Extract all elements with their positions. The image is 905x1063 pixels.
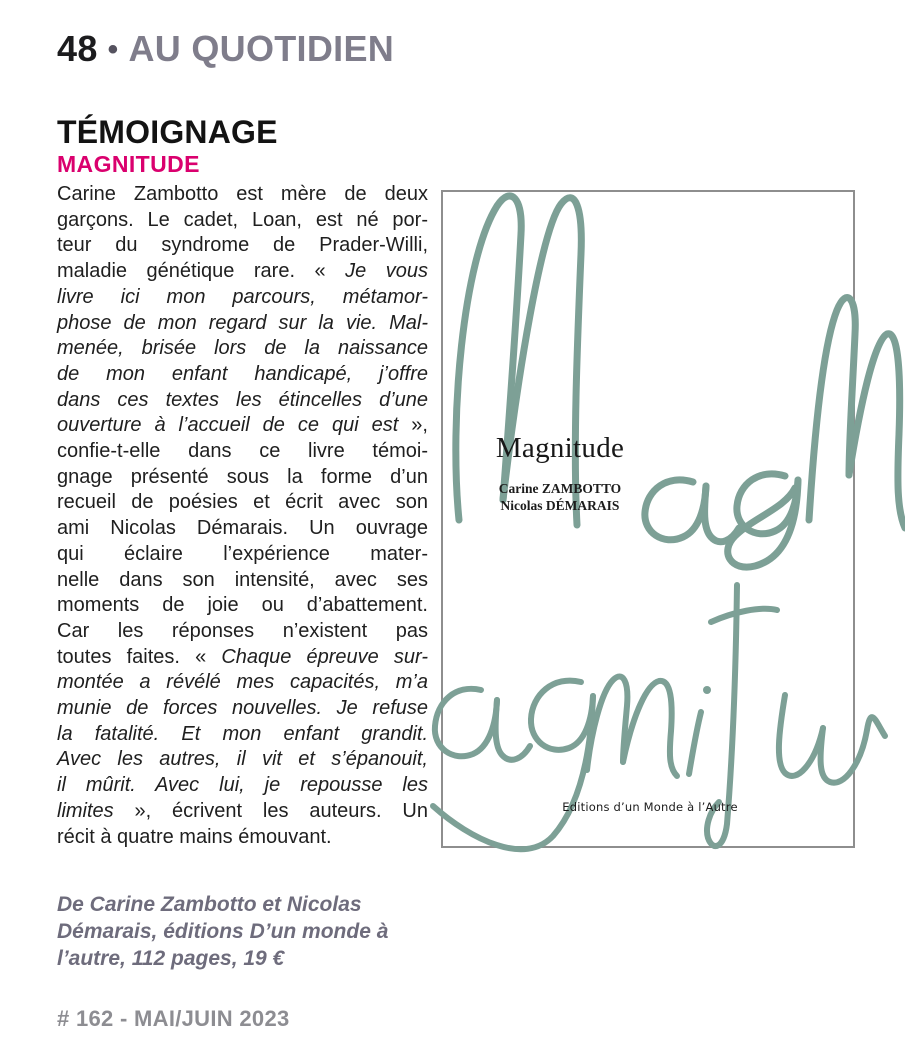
body-line: [57, 285, 428, 311]
body-text: », écrivent les auteurs. Un: [113, 799, 428, 822]
body-text-italic: de mon enfant handicapé, j’offre: [57, 362, 428, 385]
book-cover: [441, 190, 855, 848]
body-text: teur du syndrome de Prader-Willi,: [57, 234, 428, 257]
body-text: maladie génétique rare. «: [57, 260, 346, 283]
body-line: [57, 542, 428, 568]
body-text: moments de joie ou d’abattement.: [57, 594, 428, 617]
body-text-italic: Avec les autres, il vit et s’épanouit,: [57, 748, 428, 771]
credit-line: De Carine Zambotto et Nicolas: [57, 893, 362, 916]
body-text-italic: limites: [57, 799, 114, 822]
body-line: [57, 747, 428, 773]
body-line: [57, 311, 428, 337]
book-author: Carine ZAMBOTTO: [498, 481, 622, 496]
cover-script-lettering-icon: [441, 190, 905, 860]
page-header: [57, 28, 394, 70]
article-body: [57, 182, 428, 850]
body-line: [57, 799, 428, 825]
article-subtitle: MAGNITUDE: [57, 151, 200, 177]
body-text-italic: livre ici mon parcours, métamor-: [57, 285, 428, 308]
body-text: Carine Zambotto est mère de deux: [57, 183, 428, 205]
body-line: [57, 259, 428, 285]
body-line: [57, 465, 428, 491]
body-text: gnage présenté sous la forme d’un: [57, 465, 428, 488]
body-text: toutes faites. «: [57, 645, 222, 668]
issue-number: # 162 - MAI/JUIN 2023: [57, 1006, 290, 1031]
body-line: [57, 516, 428, 542]
body-text: »,: [398, 414, 428, 437]
body-line: [57, 593, 428, 619]
credit-line: l’autre, 112 pages, 19 €: [57, 947, 285, 970]
body-line: [57, 670, 428, 696]
body-line: [57, 619, 428, 645]
body-line: [57, 388, 428, 414]
body-line: [57, 825, 428, 851]
body-text: ami Nicolas Démarais. Un ouvrage: [57, 517, 428, 540]
body-text-italic: Chaque épreuve sur-: [221, 645, 429, 668]
body-text-italic: menée, brisée lors de la naissance: [57, 337, 428, 360]
body-text: garçons. Le cadet, Loan, est né por-: [57, 208, 428, 231]
book-author: Nicolas DÉMARAIS: [500, 498, 620, 513]
book-title: Magnitude: [495, 432, 625, 464]
body-line: [57, 362, 428, 388]
body-text-italic: phose de mon regard sur la vie. Mal-: [57, 311, 428, 334]
body-text: Car les réponses n’existent pas: [57, 619, 428, 642]
body-line: [57, 182, 428, 208]
body-text-italic: il mûrit. Avec lui, je repousse les: [57, 774, 428, 797]
article-kicker: TÉMOIGNAGE: [57, 114, 278, 150]
body-line: [57, 336, 428, 362]
body-line: [57, 233, 428, 259]
body-line: [57, 413, 428, 439]
body-line: [57, 490, 428, 516]
body-line: [57, 696, 428, 722]
body-line: [57, 208, 428, 234]
body-line: [57, 722, 428, 748]
body-text-italic: montée a révélé mes capacités, m’a: [57, 671, 428, 694]
body-text-italic: munie de forces nouvelles. Je refuse: [57, 697, 428, 720]
credit-line: Démarais, éditions D’un monde à: [57, 920, 389, 943]
book-publisher: Editions d’un Monde à l’Autre: [562, 800, 738, 814]
body-line: [57, 439, 428, 465]
body-text-italic: la fatalité. Et mon enfant grandit.: [57, 722, 428, 745]
section-title: AU QUOTIDIEN: [128, 28, 395, 69]
body-text: récit à quatre mains émouvant.: [57, 825, 332, 848]
page-number: 48: [57, 28, 98, 69]
body-text-italic: ouverture à l’accueil de ce qui est: [57, 414, 399, 437]
body-text: qui éclaire l’expérience mater-: [57, 542, 428, 565]
body-line: [57, 568, 428, 594]
body-line: [57, 773, 428, 799]
body-text: confie-t-elle dans ce livre témoi-: [57, 440, 428, 463]
book-authors: [480, 480, 640, 514]
body-text: recueil de poésies et écrit avec son: [57, 491, 428, 514]
body-text-italic: Je vous: [345, 260, 428, 283]
body-line: [57, 645, 428, 671]
body-text: nelle dans son intensité, avec ses: [57, 568, 428, 591]
bullet-separator-icon: •: [107, 33, 119, 66]
body-text-italic: dans ces textes les étincelles d’une: [57, 388, 428, 411]
book-credit: [57, 891, 437, 972]
